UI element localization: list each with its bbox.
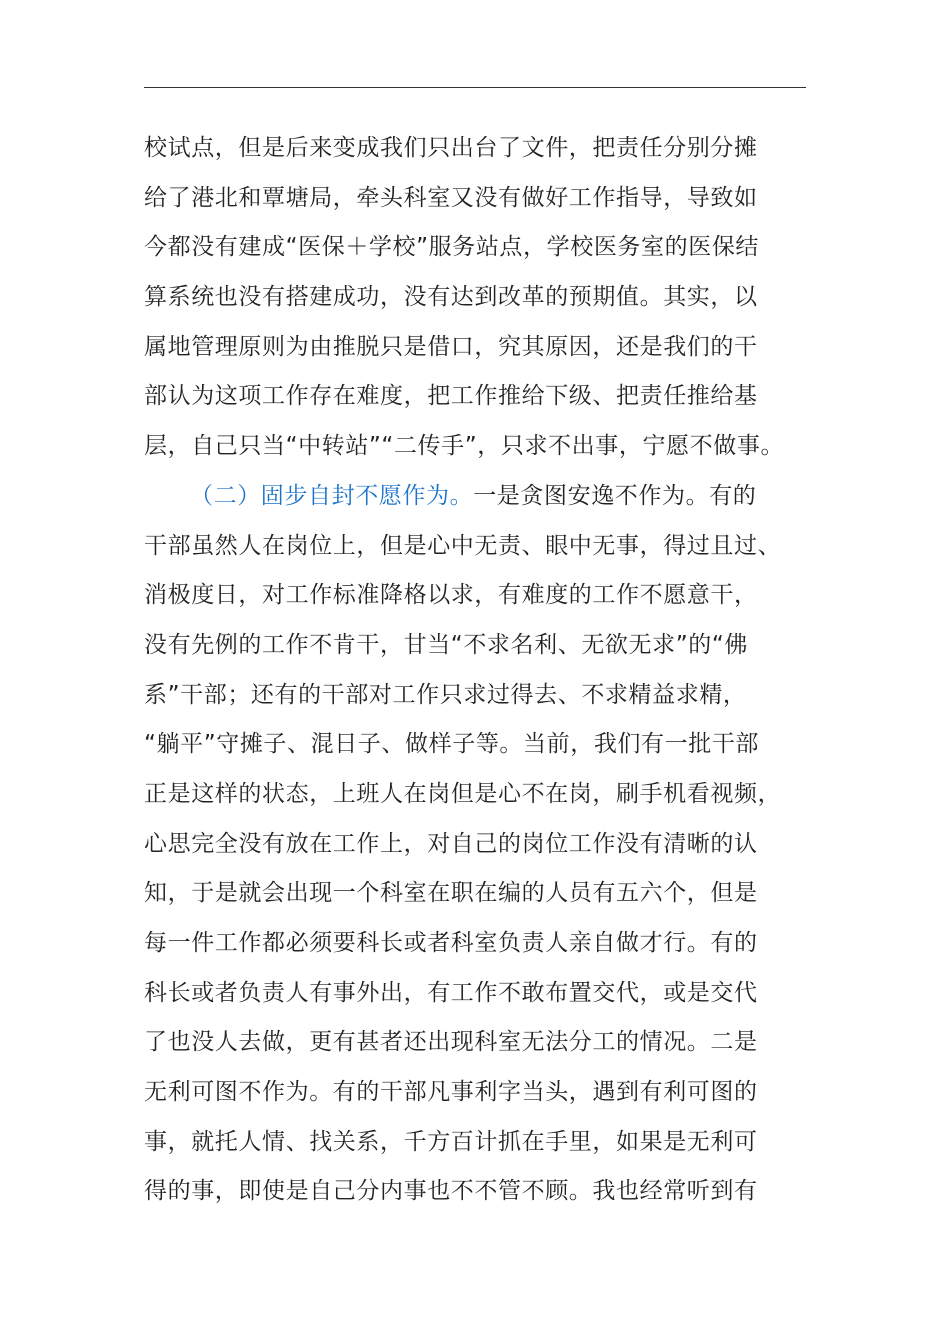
paragraph-line: 属地管理原则为由推脱只是借口，究其原因，还是我们的干: [144, 333, 758, 360]
paragraph-line: “躺平”守摊子、混日子、做样子等。当前，我们有一批干部: [144, 731, 760, 758]
paragraph-line: 心思完全没有放在工作上，对自己的岗位工作没有清晰的认: [144, 830, 758, 857]
paragraph-line: 层，自己只当“中转站”“二传手”，只求不出事，宁愿不做事。: [144, 433, 785, 460]
paragraph-line: 算系统也没有搭建成功，没有达到改革的预期值。其实，以: [144, 284, 758, 311]
paragraph-line: 校试点，但是后来变成我们只出台了文件，把责任分别分摊: [144, 135, 758, 161]
header-rule: [144, 87, 806, 88]
paragraph-line: 没有先例的工作不肯干，甘当“不求名利、无欲无求”的“佛: [144, 631, 748, 658]
paragraph-line: 正是这样的状态，上班人在岗但是心不在岗，刷手机看视频，: [144, 780, 782, 807]
paragraph-line: 每一件工作都必须要科长或者科室负责人亲自做才行。有的: [144, 930, 758, 956]
paragraph-line: 消极度日，对工作标准降格以求，有难度的工作不愿意干，: [144, 582, 758, 609]
paragraph-line: 科长或者负责人有事外出，有工作不敢布置交代，或是交代: [144, 979, 758, 1006]
paragraph-line: 干部虽然人在岗位上，但是心中无责、眼中无事，得过且过、: [144, 532, 782, 559]
paragraph-line: 了也没人去做，更有甚者还出现科室无法分工的情况。二是: [144, 1029, 758, 1056]
section-heading: （二）固步自封不愿作为。: [190, 482, 474, 509]
section-first-line: [144, 472, 806, 522]
paragraph-line: 今都没有建成“医保＋学校”服务站点，学校医务室的医保结: [144, 234, 760, 261]
paragraph-line: 事，就托人情、找关系，千方百计抓在手里，如果是无利可: [144, 1128, 758, 1155]
paragraph-line: 无利可图不作为。有的干部凡事利字当头，遇到有利可图的: [144, 1079, 758, 1106]
paragraph-line: 给了港北和覃塘局，牵头科室又没有做好工作指导，导致如: [144, 184, 758, 211]
paragraph-line: 部认为这项工作存在难度，把工作推给下级、把责任推给基: [144, 383, 758, 410]
section-first-line-text: 一是贪图安逸不作为。有的: [473, 482, 757, 509]
paragraph-line: 知，于是就会出现一个科室在职在编的人员有五六个，但是: [144, 880, 758, 907]
paragraph-line: 系”干部；还有的干部对工作只求过得去、不求精益求精，: [144, 681, 747, 708]
paragraph-line: 得的事，即使是自己分内事也不不管不顾。我也经常听到有: [144, 1178, 758, 1205]
document-body: [144, 124, 806, 1217]
